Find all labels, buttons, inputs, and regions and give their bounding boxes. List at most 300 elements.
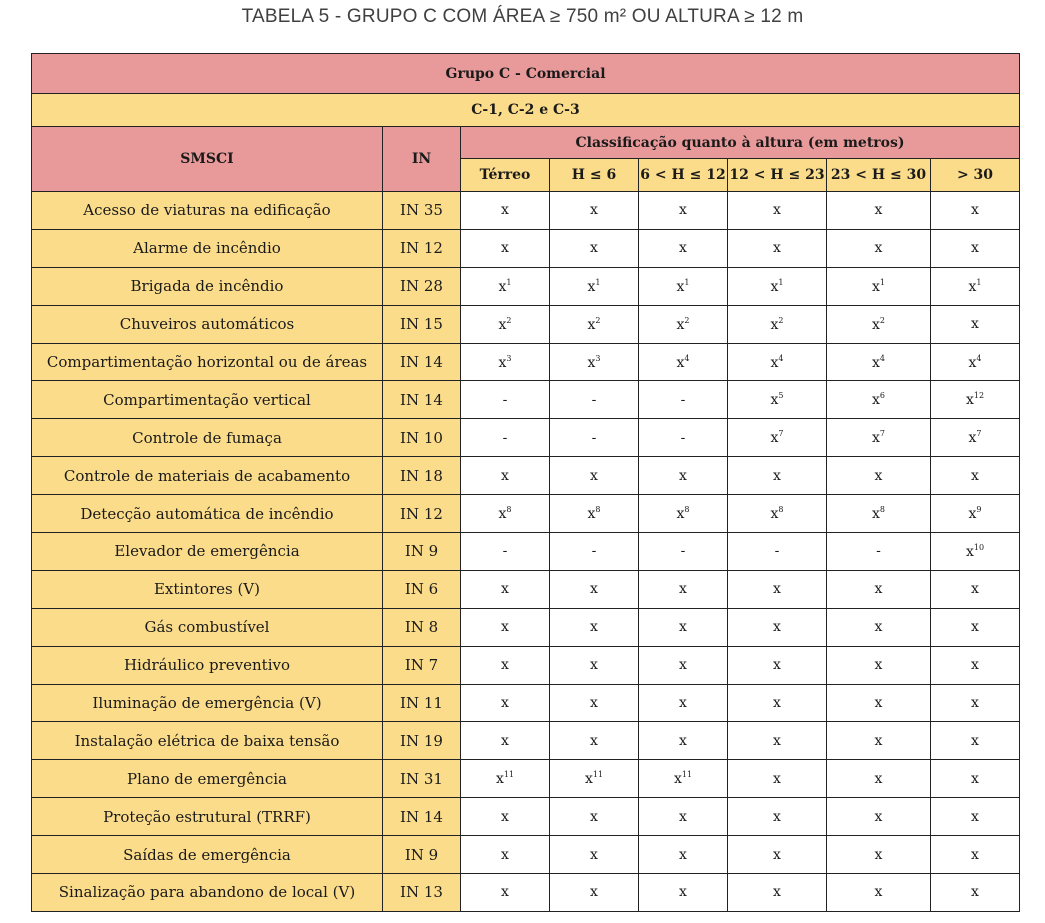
in-code-cell: IN 13 bbox=[383, 874, 461, 912]
table-row bbox=[32, 192, 1020, 230]
system-name-cell: Gás combustível bbox=[32, 608, 383, 646]
requirement-cell bbox=[550, 343, 639, 381]
requirement-mark: x bbox=[498, 316, 507, 333]
requirement-cell bbox=[728, 343, 827, 381]
requirement-cell bbox=[550, 381, 639, 419]
table-row bbox=[32, 229, 1020, 267]
requirement-cell bbox=[639, 722, 728, 760]
in-code-cell: IN 14 bbox=[383, 381, 461, 419]
footnote-ref: 9 bbox=[976, 505, 982, 515]
requirement-cell bbox=[639, 570, 728, 608]
requirement-mark: x bbox=[679, 657, 687, 674]
requirement-mark: x bbox=[773, 770, 781, 787]
requirement-cell bbox=[827, 305, 931, 343]
height-column-header: Térreo bbox=[461, 159, 550, 192]
requirement-mark: x bbox=[679, 467, 687, 484]
requirement-cell bbox=[827, 419, 931, 457]
requirement-mark: - bbox=[680, 391, 686, 408]
requirement-mark: x bbox=[590, 695, 598, 712]
requirement-mark: x bbox=[874, 581, 883, 598]
table-row bbox=[32, 722, 1020, 760]
requirement-mark: x bbox=[587, 506, 596, 523]
requirement-mark: x bbox=[971, 202, 979, 219]
requirement-cell bbox=[931, 570, 1020, 608]
in-code-cell: IN 28 bbox=[383, 267, 461, 305]
requirement-cell bbox=[931, 684, 1020, 722]
in-code-cell: IN 15 bbox=[383, 305, 461, 343]
requirement-mark: x bbox=[676, 354, 685, 371]
requirement-mark: x bbox=[590, 657, 598, 674]
requirement-cell bbox=[728, 836, 827, 874]
requirement-cell bbox=[827, 381, 931, 419]
footnote-ref: 7 bbox=[976, 429, 982, 439]
requirement-mark: x bbox=[872, 392, 880, 409]
requirement-cell bbox=[639, 684, 728, 722]
footnote-ref: 4 bbox=[879, 353, 885, 363]
requirement-mark: x bbox=[773, 695, 781, 712]
requirement-mark: x bbox=[770, 354, 779, 371]
requirement-cell bbox=[827, 192, 931, 230]
in-code-cell: IN 18 bbox=[383, 457, 461, 495]
in-code-cell: IN 9 bbox=[383, 533, 461, 571]
requirement-mark: x bbox=[971, 846, 979, 863]
requirement-mark: x bbox=[971, 467, 979, 484]
requirement-mark: x bbox=[968, 430, 977, 447]
requirement-mark: x bbox=[773, 240, 781, 257]
requirement-mark: x bbox=[495, 771, 504, 788]
system-name-cell: Instalação elétrica de baixa tensão bbox=[32, 722, 383, 760]
requirement-cell bbox=[728, 192, 827, 230]
system-name-cell: Controle de fumaça bbox=[32, 419, 383, 457]
requirement-mark: x bbox=[679, 202, 687, 219]
requirement-cell bbox=[931, 608, 1020, 646]
requirement-mark: x bbox=[965, 392, 974, 409]
requirement-cell bbox=[639, 419, 728, 457]
requirement-cell bbox=[639, 267, 728, 305]
requirement-cell bbox=[639, 798, 728, 836]
requirement-mark: x bbox=[874, 657, 883, 674]
table-row bbox=[32, 495, 1020, 533]
footnote-ref: 10 bbox=[973, 542, 985, 552]
requirement-mark: - bbox=[591, 543, 597, 560]
requirement-cell bbox=[728, 229, 827, 267]
requirement-cell bbox=[931, 495, 1020, 533]
in-code-cell: IN 31 bbox=[383, 760, 461, 798]
footnote-ref: 11 bbox=[592, 770, 604, 780]
in-code-cell: IN 10 bbox=[383, 419, 461, 457]
requirement-cell bbox=[639, 836, 728, 874]
height-column-header: 12 < H ≤ 23 bbox=[728, 159, 827, 192]
requirement-cell bbox=[931, 836, 1020, 874]
requirement-cell bbox=[931, 343, 1020, 381]
requirement-cell bbox=[550, 192, 639, 230]
system-name-cell: Brigada de incêndio bbox=[32, 267, 383, 305]
requirement-cell bbox=[639, 229, 728, 267]
requirement-cell bbox=[827, 798, 931, 836]
footnote-ref: 12 bbox=[973, 391, 985, 401]
requirement-mark: x bbox=[971, 732, 979, 749]
in-code-cell: IN 12 bbox=[383, 229, 461, 267]
requirement-cell bbox=[550, 722, 639, 760]
system-name-cell: Detecção automática de incêndio bbox=[32, 495, 383, 533]
table-row bbox=[32, 874, 1020, 912]
requirement-mark: x bbox=[773, 467, 781, 484]
requirement-cell bbox=[461, 570, 550, 608]
requirement-cell bbox=[827, 343, 931, 381]
in-code-cell: IN 9 bbox=[383, 836, 461, 874]
requirement-cell bbox=[827, 608, 931, 646]
requirement-cell bbox=[639, 343, 728, 381]
footnote-ref: 1 bbox=[684, 277, 690, 287]
requirement-cell bbox=[931, 760, 1020, 798]
requirement-cell bbox=[639, 457, 728, 495]
requirement-mark: x bbox=[773, 619, 781, 636]
requirement-mark: x bbox=[679, 695, 687, 712]
requirement-cell bbox=[728, 646, 827, 684]
requirement-cell bbox=[931, 646, 1020, 684]
requirement-cell bbox=[728, 722, 827, 760]
requirement-cell bbox=[550, 760, 639, 798]
smsci-column-header: SMSCI bbox=[32, 127, 383, 192]
requirement-cell bbox=[461, 684, 550, 722]
requirement-cell bbox=[461, 722, 550, 760]
footnote-ref: 7 bbox=[879, 429, 885, 439]
requirement-mark: x bbox=[679, 846, 687, 863]
requirement-mark: x bbox=[590, 884, 598, 901]
requirement-mark: x bbox=[874, 202, 883, 219]
requirement-mark: x bbox=[679, 619, 687, 636]
requirement-mark: x bbox=[971, 770, 979, 787]
requirement-mark: x bbox=[679, 808, 687, 825]
in-code-cell: IN 8 bbox=[383, 608, 461, 646]
table-row bbox=[32, 570, 1020, 608]
in-code-cell: IN 14 bbox=[383, 343, 461, 381]
requirement-mark: x bbox=[676, 316, 685, 333]
requirement-mark: - bbox=[680, 543, 686, 560]
requirement-cell bbox=[461, 305, 550, 343]
system-name-cell: Alarme de incêndio bbox=[32, 229, 383, 267]
requirement-mark: x bbox=[501, 846, 509, 863]
requirement-cell bbox=[461, 760, 550, 798]
requirement-cell bbox=[550, 836, 639, 874]
footnote-ref: 1 bbox=[879, 277, 885, 287]
requirement-cell bbox=[639, 608, 728, 646]
in-code-cell: IN 19 bbox=[383, 722, 461, 760]
requirement-mark: x bbox=[501, 202, 509, 219]
requirement-mark: x bbox=[874, 732, 883, 749]
requirement-cell bbox=[461, 343, 550, 381]
requirement-mark: x bbox=[590, 240, 598, 257]
requirement-cell bbox=[728, 533, 827, 571]
requirement-mark: x bbox=[874, 467, 883, 484]
height-column-header: 23 < H ≤ 30 bbox=[827, 159, 931, 192]
requirement-cell bbox=[550, 533, 639, 571]
requirement-mark: x bbox=[679, 240, 687, 257]
footnote-ref: 8 bbox=[506, 505, 512, 515]
requirement-mark: x bbox=[679, 732, 687, 749]
footnote-ref: 7 bbox=[778, 429, 784, 439]
height-classification-header: Classificação quanto à altura (em metros) bbox=[461, 127, 1020, 159]
requirement-mark: x bbox=[872, 354, 880, 371]
requirement-mark: x bbox=[587, 354, 596, 371]
requirement-cell bbox=[639, 874, 728, 912]
requirement-mark: x bbox=[773, 581, 781, 598]
footnote-ref: 4 bbox=[778, 353, 784, 363]
requirement-mark: x bbox=[676, 506, 685, 523]
requirement-mark: x bbox=[501, 240, 509, 257]
requirement-cell bbox=[827, 722, 931, 760]
system-name-cell: Compartimentação horizontal ou de áreas bbox=[32, 343, 383, 381]
footnote-ref: 5 bbox=[778, 391, 784, 401]
requirement-mark: x bbox=[874, 846, 883, 863]
table-row bbox=[32, 760, 1020, 798]
footnote-ref: 2 bbox=[506, 315, 512, 325]
requirement-cell bbox=[550, 229, 639, 267]
footnote-ref: 1 bbox=[976, 277, 982, 287]
requirement-cell bbox=[931, 267, 1020, 305]
requirement-mark: x bbox=[773, 732, 781, 749]
requirement-mark: x bbox=[770, 430, 779, 447]
requirement-mark: - bbox=[774, 543, 780, 560]
requirement-cell bbox=[728, 419, 827, 457]
requirement-cell bbox=[461, 646, 550, 684]
requirement-mark: x bbox=[590, 846, 598, 863]
requirement-mark: x bbox=[971, 808, 979, 825]
requirement-mark: x bbox=[971, 240, 979, 257]
requirement-cell bbox=[728, 798, 827, 836]
requirement-cell bbox=[728, 760, 827, 798]
requirement-cell bbox=[827, 646, 931, 684]
in-code-cell: IN 12 bbox=[383, 495, 461, 533]
table-caption: TABELA 5 - GRUPO C COM ÁREA ≥ 750 m² OU ALTURA ≥ 12 m bbox=[241, 6, 804, 27]
system-name-cell: Compartimentação vertical bbox=[32, 381, 383, 419]
footnote-ref: 8 bbox=[879, 505, 885, 515]
requirement-mark: x bbox=[498, 278, 507, 295]
in-column-header: IN bbox=[383, 127, 461, 192]
table-row bbox=[32, 608, 1020, 646]
in-code-cell: IN 35 bbox=[383, 192, 461, 230]
footnote-ref: 6 bbox=[879, 391, 885, 401]
requirement-mark: x bbox=[874, 240, 883, 257]
requirement-mark: x bbox=[770, 278, 779, 295]
footnote-ref: 8 bbox=[595, 505, 601, 515]
requirement-mark: x bbox=[971, 695, 979, 712]
requirement-cell bbox=[639, 381, 728, 419]
requirement-cell bbox=[728, 608, 827, 646]
requirement-mark: x bbox=[874, 770, 883, 787]
requirement-mark: x bbox=[968, 354, 977, 371]
requirement-cell bbox=[931, 533, 1020, 571]
requirement-cell bbox=[550, 570, 639, 608]
requirement-mark: - bbox=[502, 429, 508, 446]
footnote-ref: 2 bbox=[595, 315, 601, 325]
requirement-mark: - bbox=[502, 543, 508, 560]
system-name-cell: Controle de materiais de acabamento bbox=[32, 457, 383, 495]
in-code-cell: IN 14 bbox=[383, 798, 461, 836]
requirement-mark: x bbox=[872, 278, 880, 295]
requirement-mark: x bbox=[501, 695, 509, 712]
requirement-mark: x bbox=[968, 506, 977, 523]
requirement-cell bbox=[931, 229, 1020, 267]
height-column-header: 6 < H ≤ 12 bbox=[639, 159, 728, 192]
requirement-cell bbox=[461, 495, 550, 533]
requirement-mark: x bbox=[874, 695, 883, 712]
requirement-mark: x bbox=[590, 581, 598, 598]
requirement-mark: x bbox=[501, 732, 509, 749]
requirement-cell bbox=[639, 760, 728, 798]
requirement-cell bbox=[550, 495, 639, 533]
requirement-mark: x bbox=[584, 771, 593, 788]
table-row bbox=[32, 381, 1020, 419]
requirement-cell bbox=[461, 192, 550, 230]
requirement-mark: x bbox=[501, 581, 509, 598]
requirement-cell bbox=[550, 419, 639, 457]
smsci-table bbox=[31, 53, 1020, 912]
requirement-mark: x bbox=[971, 581, 979, 598]
requirement-mark: x bbox=[971, 884, 979, 901]
table-row bbox=[32, 419, 1020, 457]
requirement-cell bbox=[827, 760, 931, 798]
requirement-cell bbox=[639, 305, 728, 343]
requirement-mark: - bbox=[502, 391, 508, 408]
requirement-cell bbox=[639, 533, 728, 571]
requirement-mark: x bbox=[498, 506, 507, 523]
requirement-cell bbox=[550, 267, 639, 305]
system-name-cell: Iluminação de emergência (V) bbox=[32, 684, 383, 722]
footnote-ref: 3 bbox=[595, 353, 601, 363]
requirement-cell bbox=[931, 722, 1020, 760]
requirement-cell bbox=[827, 533, 931, 571]
table-row bbox=[32, 343, 1020, 381]
requirement-cell bbox=[827, 874, 931, 912]
requirement-mark: x bbox=[676, 278, 685, 295]
requirement-cell bbox=[550, 608, 639, 646]
requirement-mark: x bbox=[971, 619, 979, 636]
requirement-mark: x bbox=[971, 316, 979, 333]
requirement-cell bbox=[827, 267, 931, 305]
footnote-ref: 4 bbox=[684, 353, 690, 363]
requirement-cell bbox=[728, 495, 827, 533]
requirement-mark: x bbox=[773, 884, 781, 901]
system-name-cell: Elevador de emergência bbox=[32, 533, 383, 571]
height-column-header: > 30 bbox=[931, 159, 1020, 192]
requirement-mark: x bbox=[872, 430, 880, 447]
requirement-cell bbox=[461, 419, 550, 457]
requirement-cell bbox=[827, 229, 931, 267]
subgroup-header: C-1, C-2 e C-3 bbox=[32, 94, 1020, 127]
footnote-ref: 2 bbox=[684, 315, 690, 325]
requirement-mark: x bbox=[770, 392, 779, 409]
system-name-cell: Acesso de viaturas na edificação bbox=[32, 192, 383, 230]
requirement-cell bbox=[461, 229, 550, 267]
requirement-mark: x bbox=[679, 884, 687, 901]
requirement-cell bbox=[550, 684, 639, 722]
requirement-mark: x bbox=[971, 657, 979, 674]
requirement-mark: - bbox=[876, 543, 881, 560]
requirement-cell bbox=[931, 192, 1020, 230]
system-name-cell: Saídas de emergência bbox=[32, 836, 383, 874]
system-name-cell: Sinalização para abandono de local (V) bbox=[32, 874, 383, 912]
requirement-mark: x bbox=[673, 771, 682, 788]
requirement-mark: x bbox=[590, 467, 598, 484]
footnote-ref: 8 bbox=[684, 505, 690, 515]
in-code-cell: IN 6 bbox=[383, 570, 461, 608]
table-row bbox=[32, 533, 1020, 571]
in-code-cell: IN 7 bbox=[383, 646, 461, 684]
requirement-mark: x bbox=[773, 846, 781, 863]
requirement-cell bbox=[461, 533, 550, 571]
footnote-ref: 1 bbox=[778, 277, 784, 287]
requirement-mark: x bbox=[501, 884, 509, 901]
requirement-cell bbox=[461, 874, 550, 912]
requirement-mark: - bbox=[591, 429, 597, 446]
requirement-cell bbox=[827, 836, 931, 874]
requirement-cell bbox=[639, 192, 728, 230]
requirement-cell bbox=[728, 381, 827, 419]
requirement-cell bbox=[461, 457, 550, 495]
requirement-mark: x bbox=[874, 884, 883, 901]
requirement-mark: x bbox=[679, 581, 687, 598]
requirement-mark: x bbox=[590, 808, 598, 825]
requirement-mark: x bbox=[965, 543, 974, 560]
requirement-mark: x bbox=[498, 354, 507, 371]
requirement-mark: x bbox=[590, 732, 598, 749]
requirement-cell bbox=[550, 457, 639, 495]
footnote-ref: 8 bbox=[778, 505, 784, 515]
requirement-mark: - bbox=[591, 391, 597, 408]
requirement-mark: - bbox=[680, 429, 686, 446]
table-row bbox=[32, 267, 1020, 305]
footnote-ref: 1 bbox=[506, 277, 512, 287]
system-name-cell: Hidráulico preventivo bbox=[32, 646, 383, 684]
requirement-cell bbox=[728, 570, 827, 608]
system-name-cell: Chuveiros automáticos bbox=[32, 305, 383, 343]
requirement-cell bbox=[461, 267, 550, 305]
requirement-mark: x bbox=[770, 316, 779, 333]
requirement-mark: x bbox=[501, 657, 509, 674]
requirement-cell bbox=[550, 874, 639, 912]
requirement-cell bbox=[827, 684, 931, 722]
footnote-ref: 2 bbox=[778, 315, 784, 325]
requirement-cell bbox=[931, 419, 1020, 457]
table-row bbox=[32, 457, 1020, 495]
requirement-mark: x bbox=[773, 202, 781, 219]
table-row bbox=[32, 836, 1020, 874]
requirement-mark: x bbox=[968, 278, 977, 295]
requirement-cell bbox=[639, 646, 728, 684]
requirement-cell bbox=[827, 570, 931, 608]
system-name-cell: Plano de emergência bbox=[32, 760, 383, 798]
group-header: Grupo C - Comercial bbox=[32, 54, 1020, 94]
system-name-cell: Proteção estrutural (TRRF) bbox=[32, 798, 383, 836]
table-row bbox=[32, 798, 1020, 836]
requirement-mark: x bbox=[874, 808, 883, 825]
footnote-ref: 3 bbox=[506, 353, 512, 363]
requirement-mark: x bbox=[773, 808, 781, 825]
requirement-cell bbox=[461, 608, 550, 646]
requirement-cell bbox=[550, 798, 639, 836]
requirement-cell bbox=[931, 305, 1020, 343]
requirement-mark: x bbox=[590, 202, 598, 219]
requirement-mark: x bbox=[770, 506, 779, 523]
footnote-ref: 4 bbox=[976, 353, 982, 363]
requirement-cell bbox=[728, 457, 827, 495]
requirement-mark: x bbox=[773, 657, 781, 674]
requirement-cell bbox=[931, 381, 1020, 419]
system-name-cell: Extintores (V) bbox=[32, 570, 383, 608]
footnote-ref: 11 bbox=[503, 770, 515, 780]
footnote-ref: 11 bbox=[681, 770, 693, 780]
